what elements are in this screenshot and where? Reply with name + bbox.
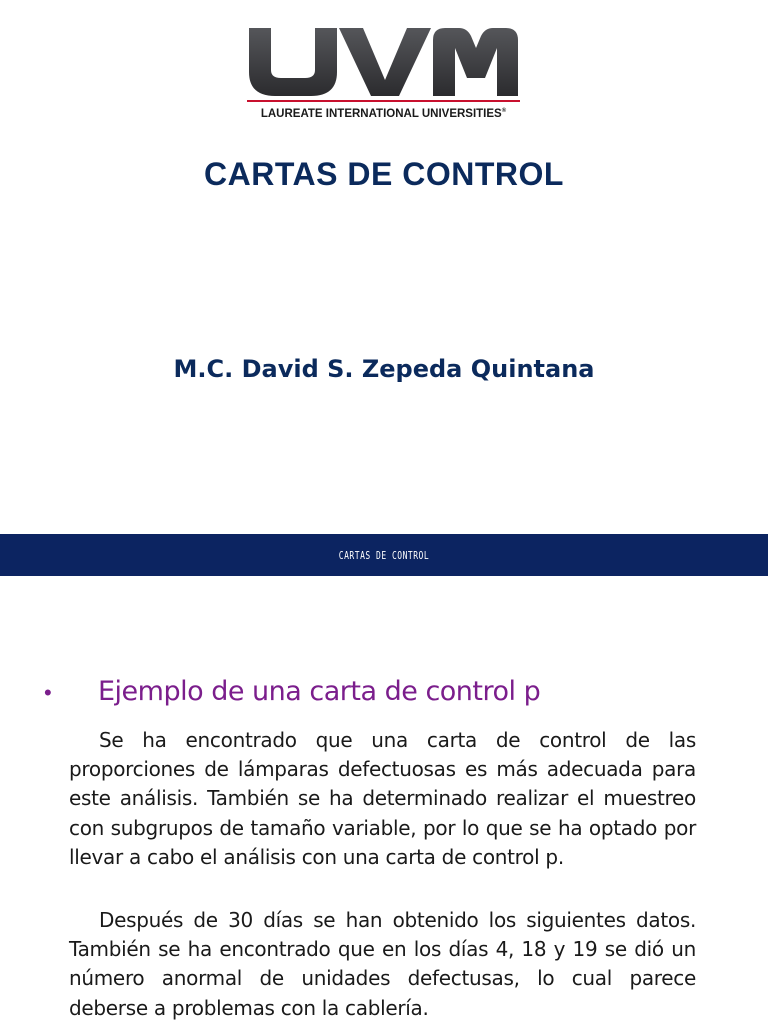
section-heading: Ejemplo de una carta de control p bbox=[98, 676, 541, 707]
slide-example bbox=[0, 576, 768, 1024]
footer-label: CARTAS DE CONTROL bbox=[338, 549, 430, 561]
page-title: CARTAS DE CONTROL bbox=[204, 156, 564, 192]
uvm-logo bbox=[247, 26, 520, 126]
bullet-heading bbox=[44, 676, 744, 716]
logo-tagline: LAUREATE INTERNATIONAL UNIVERSITIES® bbox=[260, 108, 507, 120]
bullet-icon: • bbox=[44, 680, 52, 705]
logo-red-rule bbox=[247, 100, 520, 102]
footer-band bbox=[0, 534, 768, 576]
author-name: M.C. David S. Zepeda Quintana bbox=[173, 355, 595, 383]
paragraph-1: Se ha encontrado que una carta de control de las proporciones de lámparas defectuosas es más adecuada para este análisis. También se ha determinado realizar el muestreo con subgrupos de tamaño variable, por lo que se ha optado por llevar a cabo el análisis con una carta de control p. bbox=[69, 728, 696, 869]
paragraph-2: Después de 30 días se han obtenido los siguientes datos. También se ha encontrado que en los días 4, 18 y 19 se dió un número anormal de unidades defectusas, lo cual parece deberse a problemas con la cablería. bbox=[69, 908, 696, 1020]
uvm-logo-letters bbox=[247, 26, 520, 98]
